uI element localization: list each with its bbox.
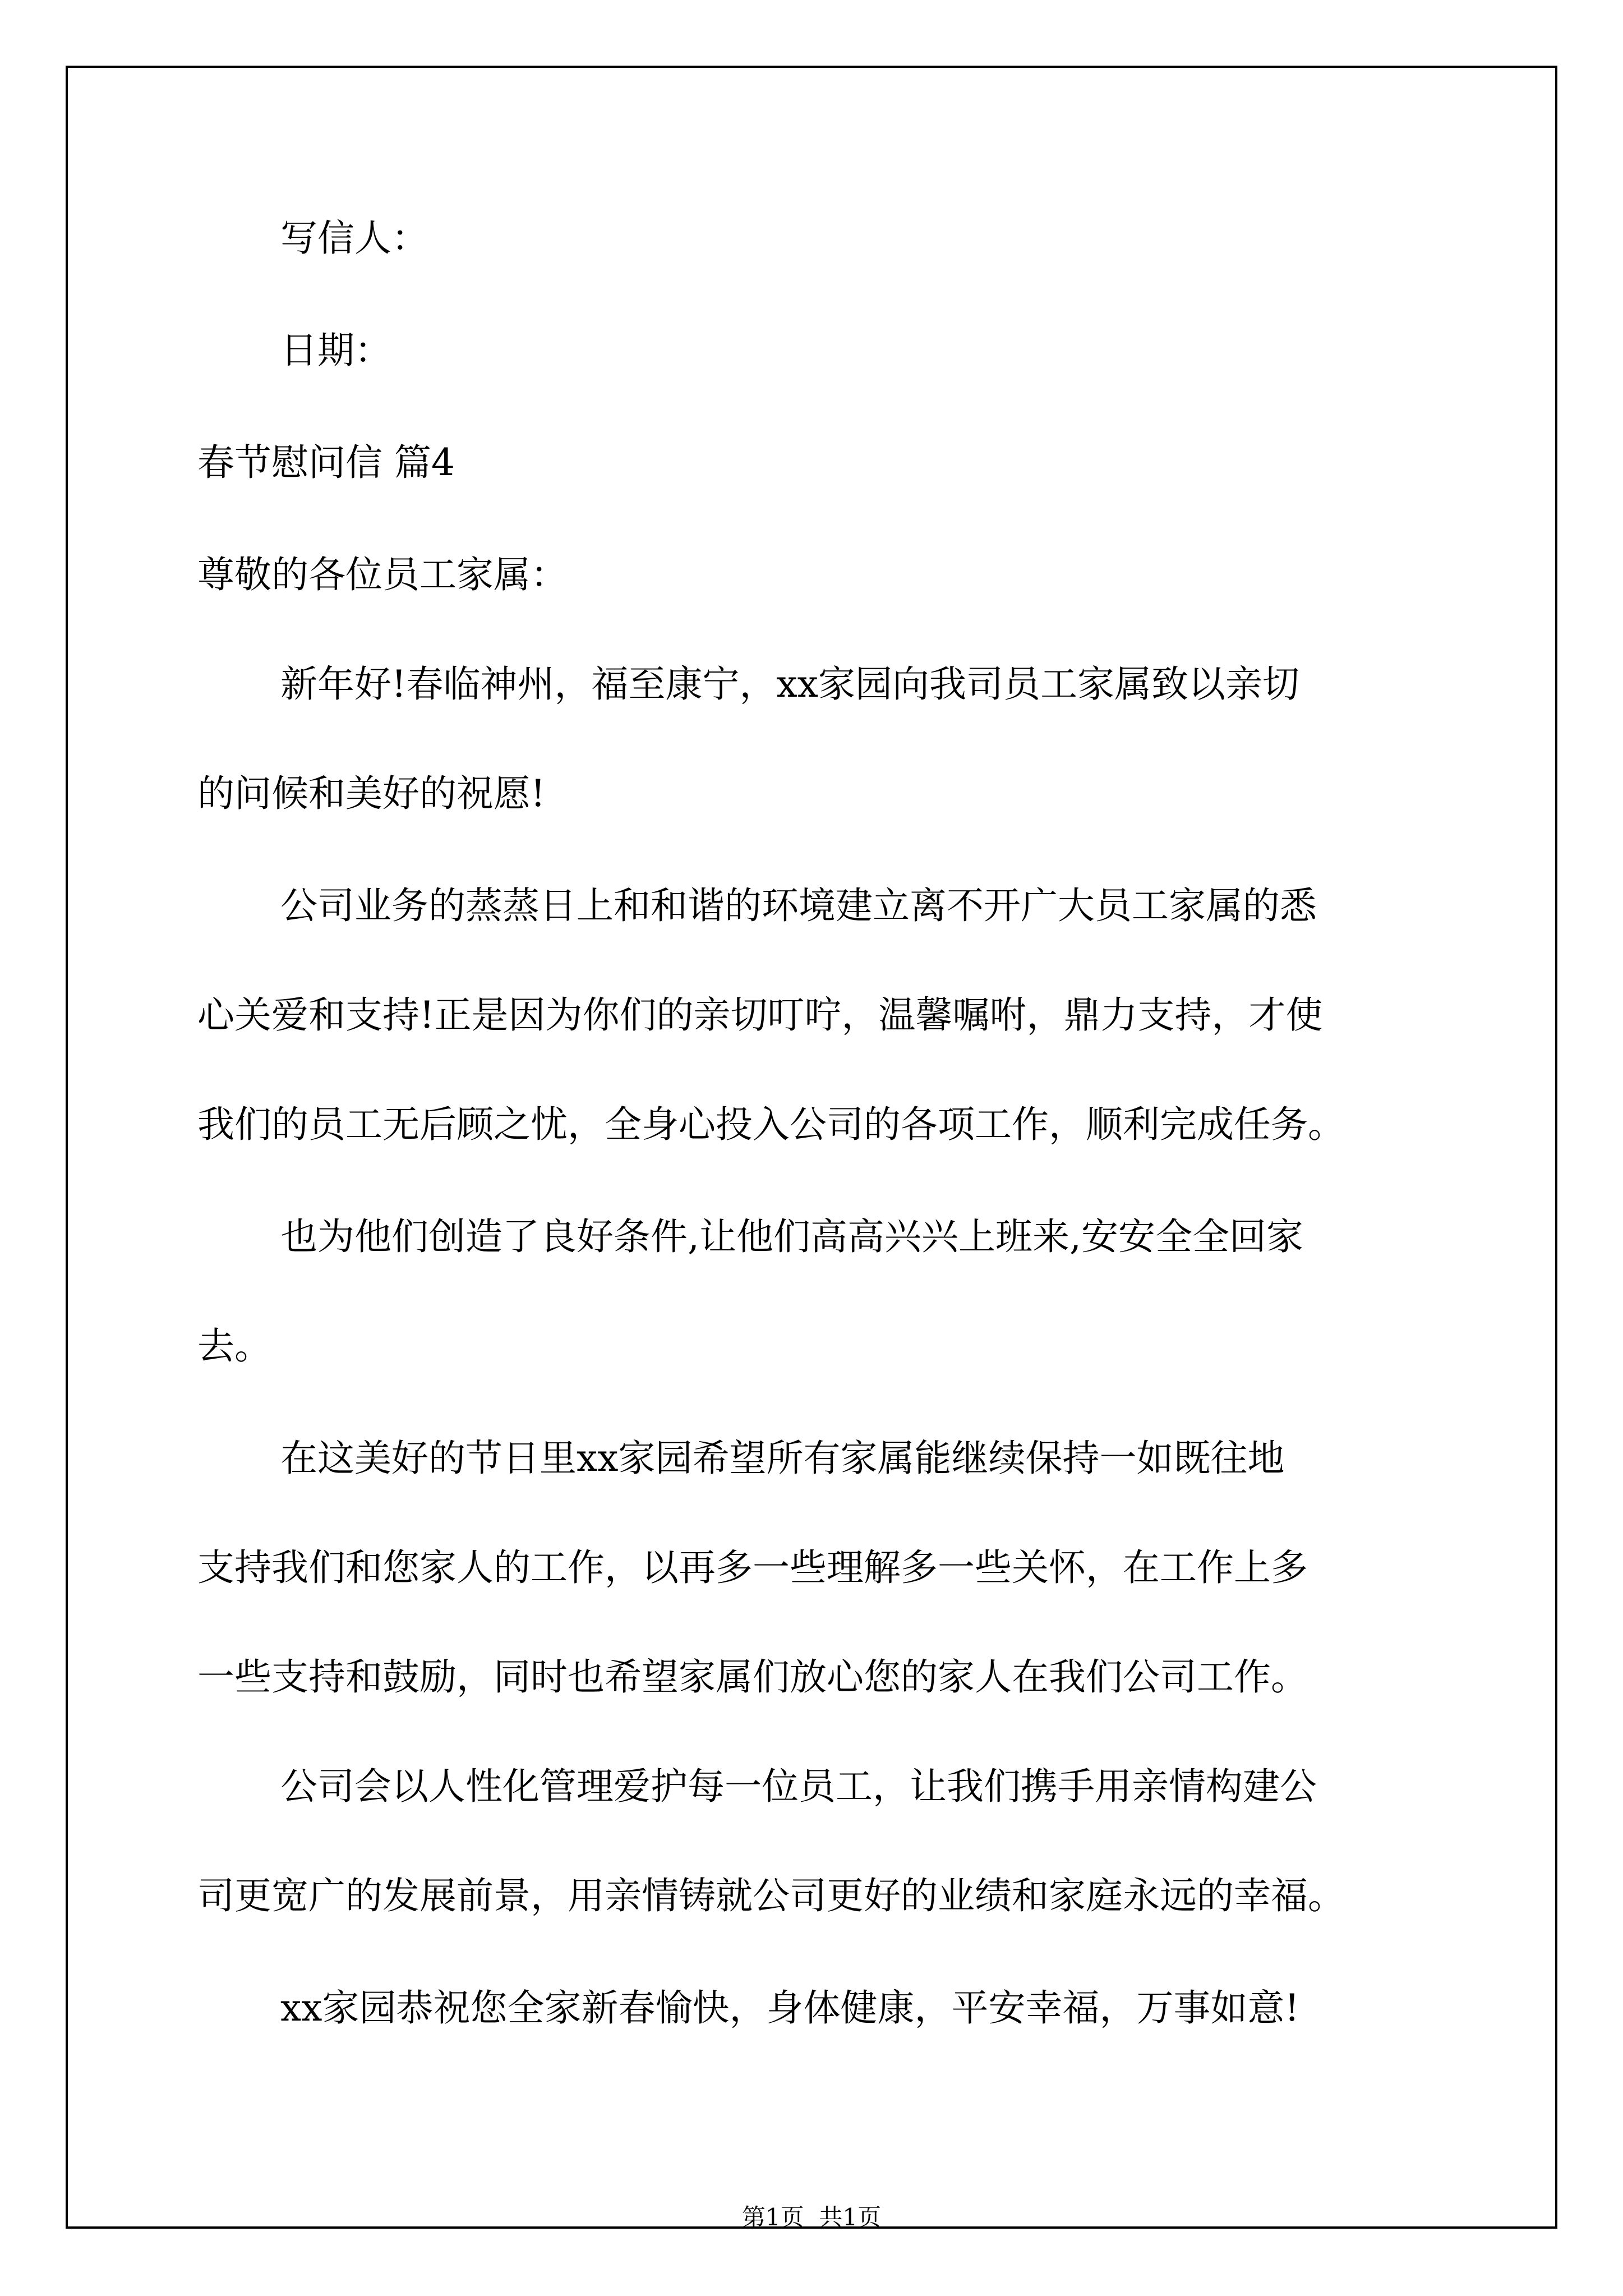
paragraph-line: 在这美好的节日里xx家园希望所有家属能继续保持一如既往地 xyxy=(280,1437,1285,1480)
paragraph-line: 我们的员工无后顾之忧，全身心投入公司的各项工作，顺利完成任务。 xyxy=(197,1103,1345,1146)
paragraph-line: 公司会以人性化管理爱护每一位员工，让我们携手用亲情构建公 xyxy=(280,1765,1317,1808)
paragraph-line: 心关爱和支持!正是因为你们的亲切叮咛，温馨嘱咐，鼎力支持，才使 xyxy=(197,993,1323,1037)
paragraph-line: 司更宽广的发展前景，用亲情铸就公司更好的业绩和家庭永远的幸福。 xyxy=(197,1874,1345,1917)
date-label: 日期： xyxy=(280,329,391,372)
paragraph-line: 公司业务的蒸蒸日上和和谐的环境建立离不开广大员工家属的悉 xyxy=(280,884,1317,927)
paragraph-line: 支持我们和您家人的工作，以再多一些理解多一些关怀，在工作上多 xyxy=(197,1546,1308,1589)
salutation: 尊敬的各位员工家属： xyxy=(197,553,568,596)
paragraph-line: 去。 xyxy=(197,1324,271,1368)
paragraph-line: 的问候和美好的祝愿! xyxy=(197,772,546,815)
paragraph-line: 也为他们创造了良好条件,让他们高高兴兴上班来,安安全全回家 xyxy=(280,1215,1303,1258)
page-footer: 第1页 共1页 xyxy=(741,2203,882,2231)
paragraph-line: 一些支持和鼓励，同时也希望家属们放心您的家人在我们公司工作。 xyxy=(197,1655,1308,1699)
paragraph-line: 新年好!春临神州，福至康宁，xx家园向我司员工家属致以亲切 xyxy=(280,662,1299,706)
writer-label: 写信人： xyxy=(280,217,428,260)
paragraph-line: xx家园恭祝您全家新春愉快，身体健康，平安幸福，万事如意! xyxy=(280,1986,1299,2030)
section-title: 春节慰问信 篇4 xyxy=(197,441,455,484)
